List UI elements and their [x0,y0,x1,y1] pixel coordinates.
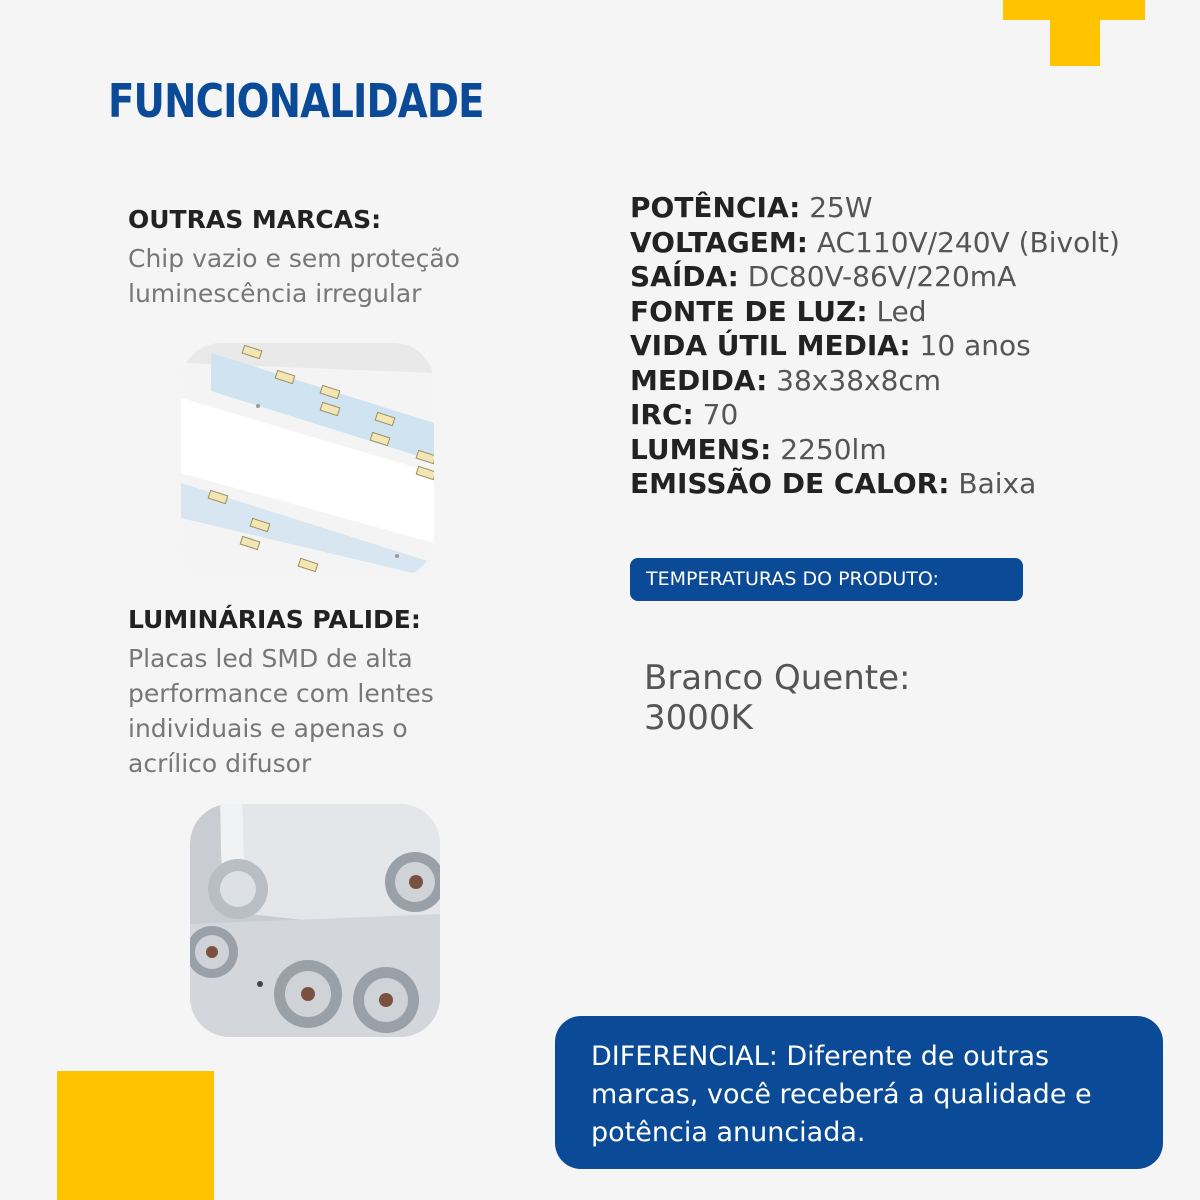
spec-light-source: FONTE DE LUZ: Led [630,294,927,328]
led-strip-board-photo [181,343,434,578]
spec-power: POTÊNCIA: 25W [630,191,873,224]
others-line: luminescência irregular [128,279,422,308]
spec-heat-emission: EMISSÃO DE CALOR: Baixa [630,467,1037,500]
differential-box [555,1016,1163,1169]
palide-line: acrílico difusor [128,749,312,778]
palide-line: Placas led SMD de alta [128,644,413,673]
palide-line: performance com lentes [128,679,434,708]
yellow-corner-block-bottom [57,1071,214,1200]
spec-lifespan: VIDA ÚTIL MEDIA: 10 anos [630,329,1031,362]
differential-line: potência anunciada. [591,1117,866,1148]
differential-line: DIFERENCIAL: Diferente de outras [591,1041,1050,1072]
temperature-line: Branco Quente: [644,658,911,698]
led-lens-board-photo [190,804,440,1037]
temperature-badge: TEMPERATURAS DO PRODUTO: [630,558,1023,601]
spec-voltage: VOLTAGEM: AC110V/240V (Bivolt) [630,225,1120,259]
palide-line: individuais e apenas o [128,714,408,743]
differential-line: marcas, você receberá a qualidade e [591,1079,1092,1110]
spec-list [630,191,1120,502]
spec-irc: IRC: 70 [630,398,739,431]
spec-lumens: LUMENS: 2250lm [630,432,887,466]
palide-heading: LUMINÁRIAS PALIDE: [128,605,421,634]
others-heading: OUTRAS MARCAS: [128,205,382,234]
spec-output: SAÍDA: DC80V-86V/220mA [630,260,1017,293]
temperature-value [644,658,910,738]
yellow-corner-block-stem [1050,0,1100,66]
page-title: FUNCIONALIDADE [108,74,484,128]
others-description [128,241,460,311]
palide-description [128,641,434,781]
temperature-line: 3000K [644,698,753,738]
others-line: Chip vazio e sem proteção [128,244,460,273]
spec-dimensions: MEDIDA: 38x38x8cm [630,363,942,397]
